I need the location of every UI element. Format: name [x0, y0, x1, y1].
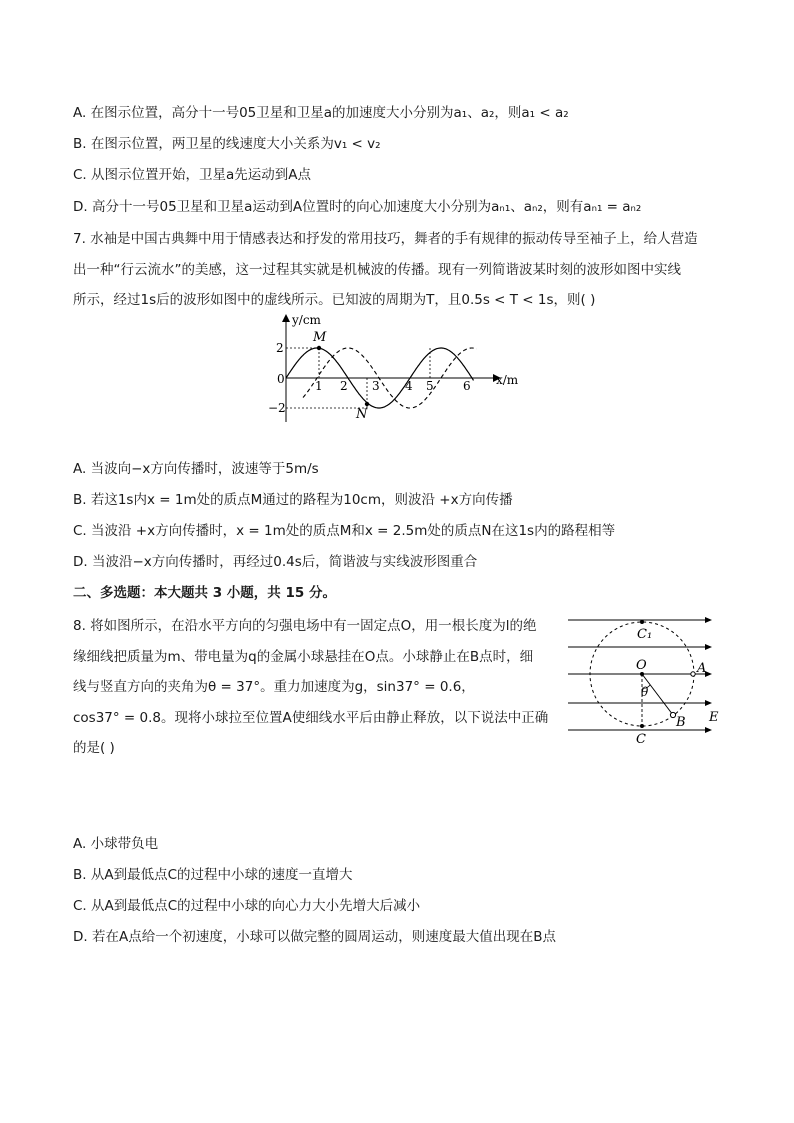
- x-tick-6: 6: [463, 379, 471, 393]
- section-header: 二、多选题：本大题共 3 小题，共 15 分。: [73, 585, 336, 601]
- y-axis-label: y/cm: [292, 313, 321, 327]
- x-tick-4: 4: [405, 379, 413, 393]
- q8-stem-line-2: 缘细线把质量为m、带电量为q的金属小球悬挂在O点。小球静止在B点时，细: [73, 648, 534, 665]
- q6-option-d: D. 高分十一号05卫星和卫星a运动到A位置时的向心加速度大小分别为aₙ₁、aₙ₂，则有aₙ₁ = aₙ₂: [73, 199, 642, 215]
- point-m: [317, 346, 321, 350]
- q7-option-a: A. 当波向−x方向传播时，波速等于5m/s: [73, 461, 319, 477]
- y-tick-2: 2: [276, 341, 284, 355]
- q8-option-c: C. 从A到最低点C的过程中小球的向心力大小先增大后减小: [73, 898, 421, 914]
- label-a: A: [697, 661, 707, 676]
- label-c: C: [636, 732, 646, 747]
- y-tick-neg2: −2: [268, 401, 286, 415]
- label-b: B: [676, 715, 686, 730]
- q7-option-b: B. 若这1s内x = 1m处的质点M通过的路程为10cm，则波沿 +x方向传播: [73, 492, 513, 508]
- q8-stem-line-3: 线与竖直方向的夹角为θ = 37°。重力加速度为g，sin37° = 0.6，: [73, 679, 475, 695]
- q6-option-b: B. 在图示位置，两卫星的线速度大小关系为v₁ < v₂: [73, 136, 381, 152]
- wave-figure: [255, 310, 519, 425]
- label-theta: θ: [641, 685, 649, 699]
- label-c1: C₁: [637, 627, 653, 642]
- point-n: [365, 402, 369, 406]
- q8-option-a: A. 小球带负电: [73, 836, 159, 852]
- label-n: N: [356, 407, 368, 422]
- point-b: [670, 712, 675, 717]
- q6-option-a: A. 在图示位置，高分十一号05卫星和卫星a的加速度大小分别为a₁、a₂，则a₁ < a₂: [73, 105, 569, 121]
- q7-option-d: D. 当波沿−x方向传播时，再经过0.4s后，简谐波与实线波形图重合: [73, 554, 478, 570]
- q6-option-c: C. 从图示位置开始，卫星a先运动到A点: [73, 167, 312, 183]
- q8-option-b: B. 从A到最低点C的过程中小球的速度一直增大: [73, 867, 353, 883]
- label-o: O: [636, 658, 647, 673]
- x-axis-label: x/m: [496, 373, 519, 387]
- q7-stem-line-3: 所示，经过1s后的波形如图中的虚线所示。已知波的周期为T，且0.5s < T < 1s，则( ): [73, 292, 596, 308]
- x-tick-3: 3: [372, 379, 380, 393]
- q7-stem-line-1: 7. 水袖是中国古典舞中用于情感表达和抒发的常用技巧，舞者的手有规律的振动传导至袖子上，给人营造: [73, 231, 698, 247]
- x-tick-2: 2: [340, 379, 348, 393]
- q8-stem-line-5: 的是( ): [73, 740, 115, 756]
- q8-stem-line-1: 8. 将如图所示，在沿水平方向的匀强电场中有一固定点O，用一根长度为l的绝: [73, 618, 537, 634]
- x-tick-1: 1: [315, 379, 323, 393]
- point-c: [640, 724, 644, 728]
- field-figure: [565, 612, 725, 747]
- label-e: E: [709, 710, 719, 725]
- q8-stem-line-4: cos37° = 0.8。现将小球拉至位置A使细线水平后由静止释放，以下说法中正确: [73, 709, 549, 726]
- q7-option-c: C. 当波沿 +x方向传播时，x = 1m处的质点M和x = 2.5m处的质点N在这1s内的路程相等: [73, 523, 616, 539]
- q8-option-d: D. 若在A点给一个初速度，小球可以做完整的圆周运动，则速度最大值出现在B点: [73, 929, 556, 945]
- point-a: [691, 672, 695, 676]
- q7-stem-line-2: 出一种“行云流水”的美感，这一过程其实就是机械波的传播。现有一列简谐波某时刻的波形如图中实线: [73, 262, 681, 278]
- x-tick-5: 5: [426, 379, 434, 393]
- label-m: M: [313, 330, 327, 345]
- q8-stem: [73, 611, 553, 764]
- origin-label: 0: [277, 372, 285, 386]
- point-c1: [640, 620, 644, 624]
